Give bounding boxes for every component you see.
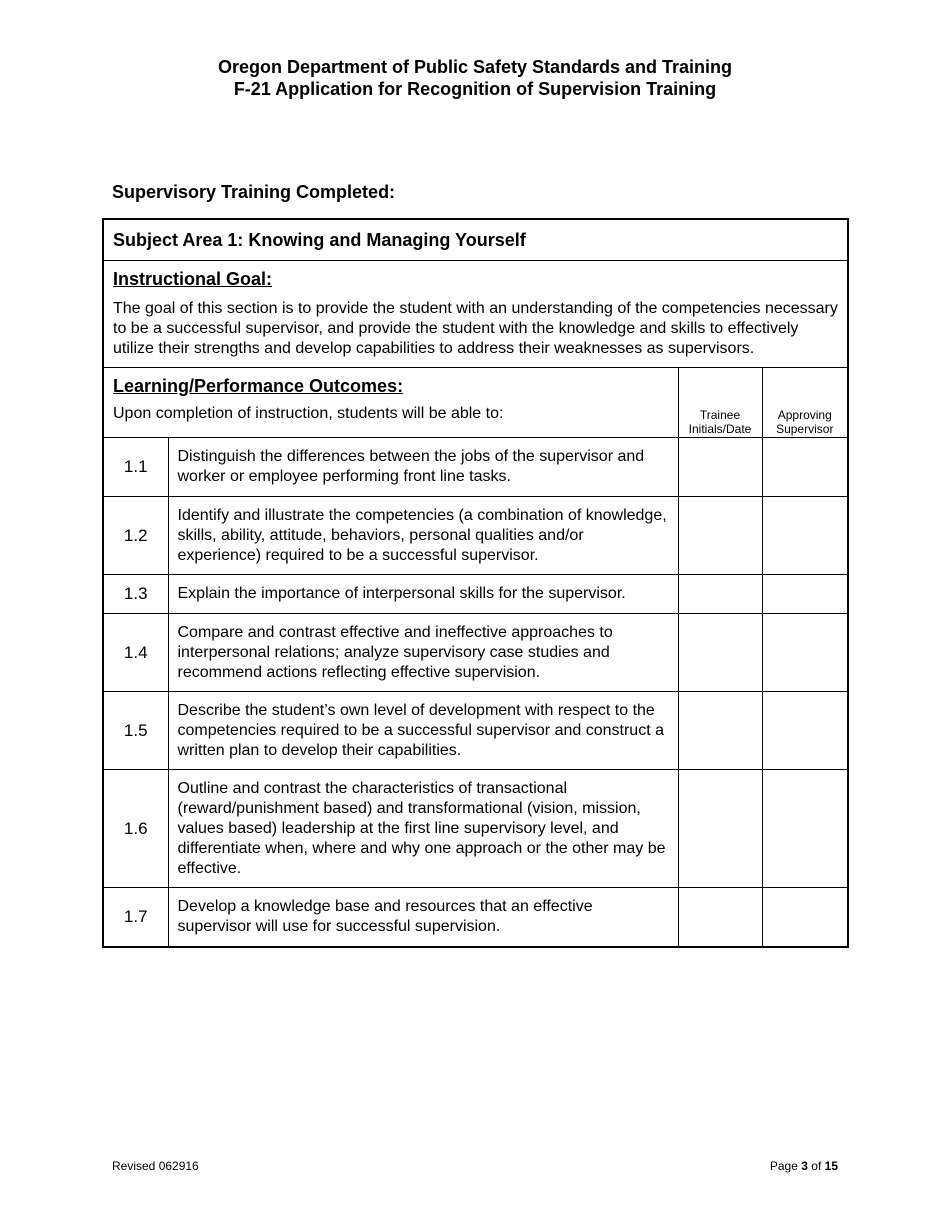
supervisor-approval-field[interactable] [762,438,848,497]
outcome-description: Develop a knowledge base and resources that an effective supervisor will use for successful supervision. [168,888,678,947]
outcome-number: 1.4 [103,614,168,692]
outcome-description: Explain the importance of interpersonal skills for the supervisor. [168,575,678,614]
outcome-number: 1.3 [103,575,168,614]
outcome-description: Describe the student’s own level of development with respect to the competencies required to be a successful supervisor and construct a written plan to develop their capabilities. [168,692,678,770]
header-agency: Oregon Department of Public Safety Standards and Training [217,57,733,77]
supervisor-approval-field[interactable] [762,770,848,888]
table-row [103,888,848,947]
outcome-number: 1.5 [103,692,168,770]
trainee-initials-field[interactable] [678,614,762,692]
approving-column-header: Approving Supervisor [762,368,848,438]
instructional-goal-section [103,261,848,368]
trainee-initials-field[interactable] [678,438,762,497]
table-row [103,575,848,614]
training-table [102,218,849,948]
outcome-number: 1.2 [103,497,168,575]
trainee-initials-field[interactable] [678,575,762,614]
outcome-number: 1.6 [103,770,168,888]
trainee-column-header: Trainee Initials/Date [678,368,762,438]
document-header [0,56,950,100]
revision-note: Revised 062916 [112,1159,199,1173]
outcomes-heading: Learning/Performance Outcomes: [113,376,404,396]
supervisor-approval-field[interactable] [762,497,848,575]
instructional-goal-text: The goal of this section is to provide the student with an understanding of the competencies necessary to be a successful supervisor, and provide the student with the knowledge and skills to effectively utilize their strengths and develop capabilities to address their weaknesses as supervisors. [113,300,838,357]
header-form-title: F-21 Application for Recognition of Supervision Training [233,79,717,99]
outcome-description: Distinguish the differences between the jobs of the supervisor and worker or employee performing front line tasks. [168,438,678,497]
outcome-description: Outline and contrast the characteristics of transactional (reward/punishment based) and transformational (vision, mission, values based) leadership at the first line supervisory level, and differentiate when, where and why one approach or the other may be effective. [168,770,678,888]
table-row [103,614,848,692]
instructional-goal-heading: Instructional Goal: [113,269,273,289]
supervisor-approval-field[interactable] [762,614,848,692]
outcome-description: Identify and illustrate the competencies (a combination of knowledge, skills, ability, attitude, behaviors, personal qualities and/or experience) required to be a successful supervisor. [168,497,678,575]
supervisor-approval-field[interactable] [762,692,848,770]
trainee-initials-field[interactable] [678,497,762,575]
table-row [103,692,848,770]
outcome-description: Compare and contrast effective and ineffective approaches to interpersonal relations; analyze supervisory case studies and recommend actions reflecting effective supervision. [168,614,678,692]
supervisor-approval-field[interactable] [762,575,848,614]
page-number: Page 3 of 15 [769,1159,838,1173]
outcome-number: 1.7 [103,888,168,947]
trainee-initials-field[interactable] [678,770,762,888]
section-title: Supervisory Training Completed: [112,182,396,202]
table-row [103,438,848,497]
table-row [103,770,848,888]
trainee-initials-field[interactable] [678,692,762,770]
supervisor-approval-field[interactable] [762,888,848,947]
subject-area-title: Subject Area 1: Knowing and Managing Yourself [103,219,848,261]
table-row [103,497,848,575]
outcomes-header [103,368,678,438]
outcome-number: 1.1 [103,438,168,497]
outcomes-intro: Upon completion of instruction, students will be able to: [113,405,504,422]
trainee-initials-field[interactable] [678,888,762,947]
